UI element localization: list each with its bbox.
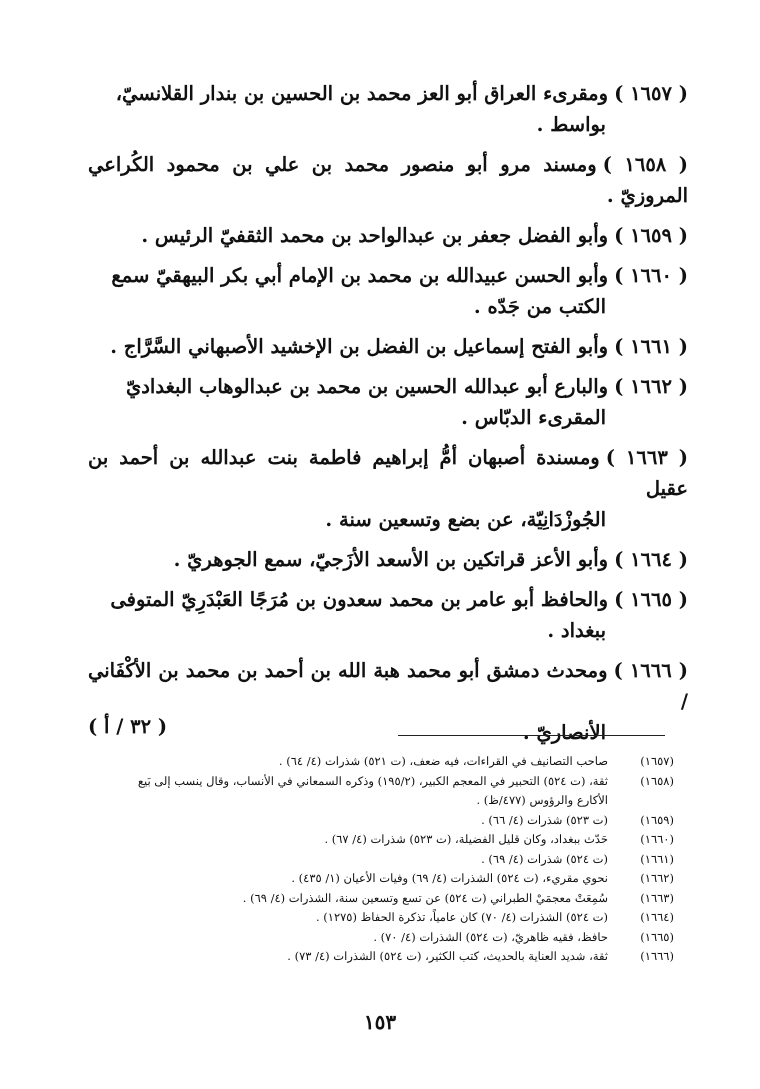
entry-1664 [88,544,688,575]
footnote-text: (ت ٥٢٤) شذرات (٤/ ٦٩) . [481,851,608,866]
footnote-text: حافظ، فقيه ظاهريّ، (ت ٥٢٤) الشذرات (٤/ ٧٠) . [373,929,608,944]
footnote-number: (١٦٥٨) [640,773,674,788]
entry-number: ( ١٦٦١ ) [614,335,688,358]
entry-1658 [88,149,688,211]
entry-1661 [88,331,688,362]
entry-1660 [88,260,688,322]
entry-number: ( ١٦٥٧ ) [614,82,688,105]
footnote-divider [398,735,665,736]
footnote-text: سُمِعَتْ معجمَيْ الطبراني (ت ٥٢٤) عن تسع وتسعين سنة، الشذرات (٤/ ٦٩) . [242,890,608,905]
entry-number: ( ١٦٦٢ ) [614,375,688,398]
entry-text: وأبو الفتح إسماعيل بن الفضل بن الإخشيد الأصبهاني السَّرَّاج . [110,335,609,358]
footnote-1665 [104,928,674,948]
entry-number: ( ١٦٦٣ ) [605,446,689,469]
manuscript-folio-reference: ( ٣٢ / أ ) [88,715,168,738]
entry-continuation: بواسط . [536,113,606,136]
entry-continuation: ببغداد . [547,619,606,642]
footnote-number: (١٦٦١) [640,851,674,866]
footnote-text: نحوي مقريء، (ت ٥٢٤) الشذرات (٤/ ٦٩) وفيات الأعيان (١/ ٤٣٥) . [291,871,608,885]
entry-1663 [88,442,688,535]
footnote-number: (١٦٦٠) [640,832,674,846]
footnote-1664 [104,908,674,928]
entry-text: والبارع أبو عبدالله الحسين بن محمد بن عبدالوهاب البغداديّ [125,375,609,398]
entry-text: والحافظ أبو عامر بن محمد سعدون بن مُرَجًا العَبْدَرِيّ المتوفى [110,588,609,611]
footnote-text: حَدّث ببغداد، وكان قليل الفضيلة، (ت ٥٢٣) شذرات (٤/ ٦٧) . [324,832,608,846]
footnote-number: (١٦٦٢) [640,871,674,885]
footnote-text: صاحب التصانيف في القراءات، فيه ضعف، (ت ٥٢١) شذرات (٤/ ٦٤) . [278,754,608,768]
footnote-1666 [104,947,674,967]
footnote-text: (ت ٥٢٣) شذرات (٤/ ٦٦) . [481,812,608,827]
footnote-number: (١٦٦٣) [640,890,674,905]
footnote-number: (١٦٥٧) [640,754,674,768]
entry-number: ( ١٦٥٨ ) [602,153,689,176]
entry-text: ومسندة أصبهان أمُّ إبراهيم فاطمة بنت عبدالله بن أحمد بن عقيل [88,446,688,500]
entry-text: ومحدث دمشق أبو محمد هبة الله بن أحمد بن محمد بن الأكْفَاني / [88,659,688,713]
page-number: ١٥٣ [363,1010,397,1034]
entry-text: ومقرىء العراق أبو العز محمد بن الحسين بن بندار القلانسيّ، [115,82,609,105]
entry-text: وأبو الأعز قراتكين بن الأسعد الأزَجيّ، سمع الجوهريّ . [173,548,609,571]
entry-text: وأبو الحسن عبيدالله بن محمد بن الإمام أبي بكر البيهقيّ سمع [111,264,609,287]
entry-1657 [88,78,688,140]
entry-text: ومسند مرو أبو منصور محمد بن علي بن محمود الكُراعي المروزيّ . [88,153,688,207]
footnote-number: (١٦٦٥) [640,929,674,944]
entry-number: ( ١٦٦٥ ) [614,588,688,611]
footnote-1663 [104,889,674,909]
footnote-1658 [104,772,674,811]
footnote-1660 [104,830,674,850]
entry-number: ( ١٦٥٩ ) [614,224,688,247]
footnote-text: ثقة، (ت ٥٢٤) التحبير في المعجم الكبير، (١٩٥/٢) وذكره السمعاني في الأنساب، وقال ينسب إلى بَيع الأكارع والرؤوس (٤٧٧/ظ) . [137,773,608,807]
entry-text: وأبو الفضل جعفر بن عبدالواحد بن محمد الثقفيّ الرئيس . [141,224,609,247]
entry-number: ( ١٦٦٦ ) [613,659,689,682]
footnote-text: ثقة، شديد العناية بالحديث، كتب الكثير، (ت ٥٢٤) الشذرات (٤/ ٧٣) . [287,949,608,963]
entry-continuation: المقرىء الدبّاس . [461,406,606,429]
entry-number: ( ١٦٦٤ ) [614,548,688,571]
footnote-number: (١٦٦٦) [640,949,674,963]
footnote-1659 [104,811,674,831]
footnotes [104,752,674,967]
entry-continuation: الجُوزْدَانِيّة، عن بضع وتسعين سنة . [325,508,606,531]
footnote-1657 [104,752,674,772]
entry-number: ( ١٦٦٠ ) [614,264,688,287]
footnote-text: (ت ٥٢٤) الشذرات (٤/ ٧٠) كان عامياً، تذكرة الحفاظ (١٢٧٥) . [315,910,608,924]
entry-continuation: الأنصاريّ . [522,721,606,744]
footnote-1661 [104,850,674,870]
entry-continuation: الكتب من جَدّه . [473,295,606,318]
footnote-number: (١٦٦٤) [640,910,674,924]
entry-1662 [88,371,688,433]
main-text [88,78,688,757]
footnote-1662 [104,869,674,889]
entry-1665 [88,584,688,646]
entry-1659 [88,220,688,251]
footnote-number: (١٦٥٩) [640,812,674,827]
